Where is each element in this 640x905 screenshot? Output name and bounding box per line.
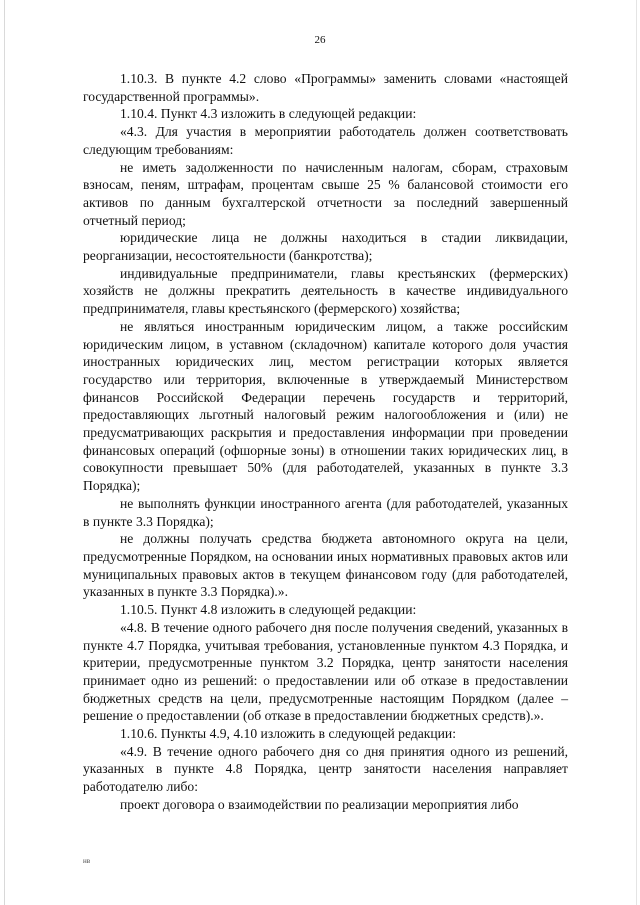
requirement-entrepreneurs: индивидуальные предприниматели, главы крестьянских (фермерских) хозяйств не должны прекратить деятельность в качестве индивидуального предпринимателя, главы крестьянского (фермерского) хозяйства; xyxy=(83,265,568,317)
paragraph-4-8: «4.8. В течение одного рабочего дня после получения сведений, указанных в пункте 4.7 Порядка, учитывая требования, установленные пунктом 4.3 Порядка, и критерии, предусмотренные пунктом 3.2 Порядка, центр занятости населения принимает одно из решений: о предоставлении или об отказе в предоставлении бюджетных средств на цели, предусмотренные настоящим Порядком (далее – решение о предоставлении (об отказе в предоставлении бюджетных средств).». xyxy=(83,619,568,724)
requirement-no-other-funds: не должны получать средства бюджета автономного округа на цели, предусмотренные Порядком, на основании иных нормативных правовых актов или муниципальных правовых актов в текущем финансовом году (для работодателей, указанных в пункте 3.3 Порядка).». xyxy=(83,531,568,600)
paragraph-1-10-3: 1.10.3. В пункте 4.2 слово «Программы» заменить словами «настоящей государственной программы». xyxy=(83,71,568,104)
paragraph-1-10-4: 1.10.4. Пункт 4.3 изложить в следующей редакции: xyxy=(120,106,417,122)
paragraph-4-9: «4.9. В течение одного рабочего дня со дня принятия одного из решений, указанных в пункте 4.8 Порядка, центр занятости населения направляет работодателю либо: xyxy=(83,743,568,795)
scan-edge-left xyxy=(4,0,5,905)
document-body xyxy=(83,70,568,814)
scan-edge-right xyxy=(636,0,637,905)
page-number: 26 xyxy=(314,34,326,46)
requirement-no-debt: не иметь задолженности по начисленным налогам, сборам, страховым взносам, пеням, штрафам, процентам свыше 25 % балансовой стоимости его активов по данным бухгалтерской отчетности за последний завершенный отчетный период; xyxy=(83,159,568,228)
paragraph-1-10-5: 1.10.5. Пункт 4.8 изложить в следующей редакции: xyxy=(120,602,417,618)
requirement-not-foreign: не являться иностранным юридическим лицом, а также российским юридическим лицом, в уставном (складочном) капитале которого доля участия иностранных юридических лиц, местом регистрации которых является государство или территория, включенные в утверждаемый Министерством финансов Российской Федерации перечень государств и территорий, предоставляющих льготный налоговый режим налогообложения и (или) не предусматривающих раскрытия и предоставления информации при проведении финансовых операций (офшорные зоны) в отношении таких юридических лиц, в совокупности превышает 50% (для работодателей, указанных в пункте 3.3 Порядка); xyxy=(83,318,568,494)
paragraph-4-3-intro: «4.3. Для участия в мероприятии работодатель должен соответствовать следующим требованиям: xyxy=(83,124,568,157)
paragraph-contract-draft: проект договора о взаимодействии по реализации мероприятия либо xyxy=(120,796,519,812)
footer-initials: нв xyxy=(83,857,91,865)
paragraph-1-10-6: 1.10.6. Пункты 4.9, 4.10 изложить в следующей редакции: xyxy=(120,726,456,742)
requirement-not-foreign-agent: не выполнять функции иностранного агента (для работодателей, указанных в пункте 3.3 Порядка); xyxy=(83,495,568,529)
requirement-no-liquidation: юридические лица не должны находиться в стадии ликвидации, реорганизации, несостоятельности (банкротства); xyxy=(83,230,568,264)
